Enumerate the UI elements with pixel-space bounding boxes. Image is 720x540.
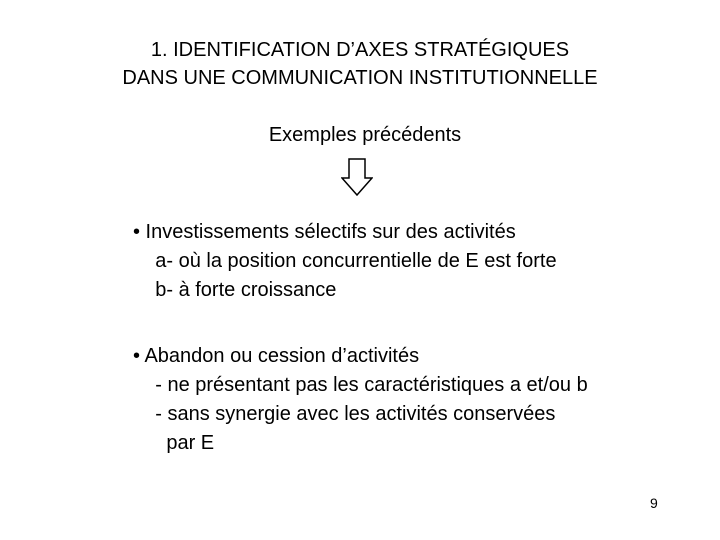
- page-number: 9: [650, 495, 658, 511]
- bullet-block-investments: [133, 218, 557, 305]
- slide-subtitle: Exemples précédents: [268, 124, 462, 146]
- slide-title: [0, 36, 720, 92]
- sub-item-a: a- où la position concurrentielle de E est forte: [133, 250, 557, 272]
- bullet-abandon: • Abandon ou cession d’activités: [133, 345, 420, 367]
- sub-item-b: b- à forte croissance: [133, 279, 337, 301]
- down-arrow-icon: [341, 158, 373, 196]
- slide-title-line-1: 1. IDENTIFICATION D’AXES STRATÉGIQUES: [150, 39, 570, 61]
- slide-title-line-2: DANS UNE COMMUNICATION INSTITUTIONNELLE: [122, 67, 598, 89]
- bullet-block-abandon: [133, 342, 588, 458]
- sub-item-dash-1: - ne présentant pas les caractéristiques a et/ou b: [133, 374, 588, 396]
- sub-item-dash-2-continued: par E: [133, 432, 215, 454]
- bullet-investments: • Investissements sélectifs sur des activités: [133, 221, 516, 243]
- sub-item-dash-2: - sans synergie avec les activités conservées: [133, 403, 556, 425]
